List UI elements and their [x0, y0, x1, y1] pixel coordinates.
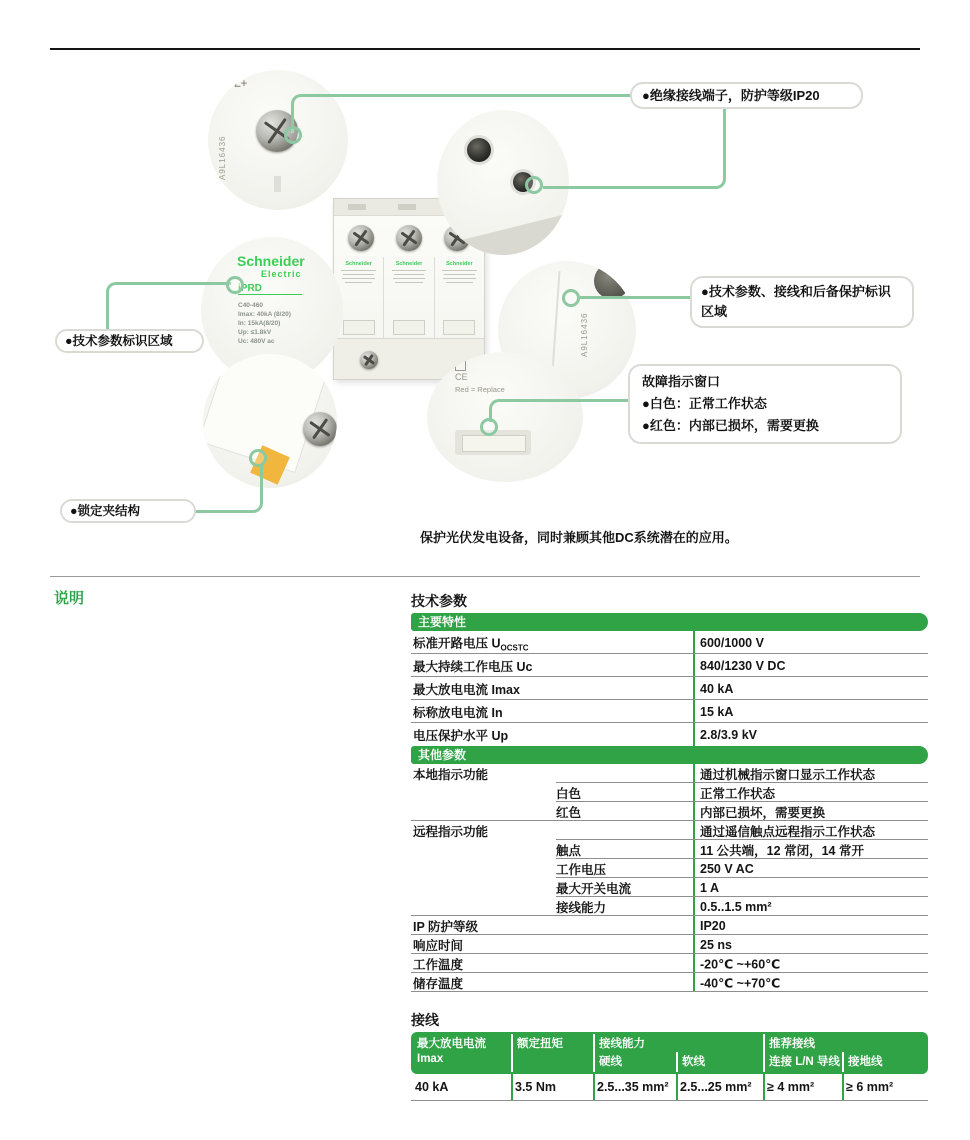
table-group-bar: 其他参数 — [411, 746, 928, 764]
wiring-value-cell: 40 kA — [415, 1080, 449, 1094]
ce-mark-label: CE — [455, 372, 468, 382]
table-cell: 40 kA — [700, 681, 734, 696]
table-row — [411, 840, 928, 859]
cell-separator — [511, 1074, 513, 1100]
header-separator — [763, 1034, 765, 1072]
table-cell: -40℃ ~+70℃ — [700, 976, 781, 990]
shadow-edge — [437, 208, 569, 255]
column-divider — [693, 840, 695, 859]
terminal-hole — [467, 138, 491, 162]
wiring-values-row — [411, 1074, 928, 1101]
cell-separator — [593, 1074, 595, 1100]
header-cell: 推荐接线 — [769, 1038, 815, 1050]
table-row — [411, 935, 928, 954]
module-pole — [435, 257, 484, 339]
pointer-ring — [562, 289, 580, 307]
column-divider — [693, 859, 695, 878]
table-cell: 工作温度 — [413, 957, 464, 972]
illustration-caption: 保护光伏发电设备，同时兼顾其他DC系统潜在的应用。 — [420, 530, 738, 545]
table-row — [411, 821, 928, 840]
wiring-table-header — [411, 1032, 928, 1074]
table-row — [411, 783, 928, 802]
table-cell: 通过机械指示窗口显示工作状态 — [700, 767, 876, 782]
header-separator — [511, 1034, 513, 1072]
callout-text: ●绝缘接线端子，防护等级IP20 — [642, 88, 820, 103]
wiring-value-cell: 2.5...35 mm² — [597, 1080, 669, 1094]
terminal-slot — [274, 176, 281, 192]
indicator-window — [343, 320, 375, 335]
table-cell: 红色 — [556, 805, 582, 820]
header-separator — [593, 1034, 595, 1072]
callout-insulated-terminal — [630, 82, 863, 109]
callout-text: ●红色：内部已损坏，需要更换 — [642, 418, 819, 433]
wiring-value-cell: ≥ 4 mm² — [767, 1080, 815, 1094]
table-row — [411, 859, 928, 878]
table-cell: 触点 — [556, 843, 582, 858]
table-cell: 250 V AC — [700, 861, 754, 876]
screw-partial — [594, 263, 630, 299]
column-divider — [693, 700, 695, 723]
table-cell: 25 ns — [700, 937, 732, 952]
product-label-text: Imax: 40kA (8/20) — [238, 311, 291, 318]
table-cell: 最大开关电流 — [556, 881, 632, 896]
module-pole — [384, 257, 434, 339]
table-cell: 内部已损坏，需要更换 — [700, 805, 826, 820]
column-divider — [693, 954, 695, 973]
callout-tech-label-area — [55, 329, 204, 353]
callout-marking-area — [690, 276, 914, 328]
table-cell: 标称放电电流 In — [413, 705, 503, 720]
table-cell: 标准开路电压 $U_{OCSTC}$ — [413, 636, 529, 652]
callout-text: ●白色：正常工作状态 — [642, 396, 767, 411]
table-body — [411, 613, 928, 992]
detail-circle-terminal — [208, 70, 348, 210]
table-row — [411, 723, 928, 746]
brand-text: Schneider — [395, 261, 423, 267]
column-divider — [693, 802, 695, 821]
header-cell: 软线 — [682, 1056, 705, 1068]
label-spec-lines — [238, 301, 291, 346]
table-row — [411, 654, 928, 677]
table-row — [411, 802, 928, 821]
fault-window-glass — [462, 435, 526, 452]
product-label-text: C40-460 — [238, 302, 263, 309]
table-cell: 11 公共端，12 常闭，14 常开 — [700, 843, 864, 858]
indicator-window — [393, 320, 425, 335]
table-cell: 储存温度 — [413, 976, 464, 991]
ref-code-label: A9L16436 — [580, 312, 589, 357]
table-cell: IP 防护等级 — [413, 919, 479, 934]
table-row — [411, 631, 928, 654]
table-cell: 工作电压 — [556, 862, 607, 877]
table-title: 接线 — [411, 1012, 439, 1028]
cell-separator — [763, 1074, 765, 1100]
tech-parameters-table — [411, 591, 928, 992]
header-cell: 连接 L/N 导线 — [769, 1056, 840, 1068]
table-row — [411, 878, 928, 897]
ref-code-label: A9L16436 — [218, 135, 227, 180]
wiring-value-cell: 2.5...25 mm² — [680, 1080, 752, 1094]
table-row — [411, 677, 928, 700]
header-cell: 接地线 — [848, 1056, 883, 1068]
column-divider — [693, 764, 695, 783]
callout-text: ●锁定夹结构 — [70, 504, 141, 518]
certification-box-icon — [455, 360, 466, 371]
table-cell: 840/1230 V DC — [700, 658, 786, 673]
table-cell: 响应时间 — [413, 938, 464, 953]
table-cell: 白色 — [556, 786, 582, 801]
table-cell: 接线能力 — [556, 900, 607, 915]
column-divider — [693, 878, 695, 897]
table-cell: 1 A — [700, 880, 719, 895]
pointer-ring — [525, 176, 543, 194]
column-divider — [693, 654, 695, 677]
table-cell: 电压保护水平 Up — [413, 728, 509, 743]
column-divider — [693, 677, 695, 700]
table-row — [411, 916, 928, 935]
brand-text: Schneider — [237, 253, 305, 269]
header-cell: 接线能力 — [599, 1038, 645, 1050]
header-cell: 最大放电电流 — [417, 1038, 486, 1050]
screw-partial — [303, 412, 337, 446]
indicator-window — [443, 320, 475, 335]
pointer-ring — [284, 126, 302, 144]
brand-text: Schneider — [345, 261, 372, 267]
section-label: 说明 — [54, 590, 85, 607]
terminal-screw-icon — [396, 225, 422, 251]
connector-line — [543, 107, 726, 189]
terminal-mark-label: L+ — [234, 78, 248, 90]
brand-text-2: Electric — [261, 269, 302, 279]
table-cell: IP20 — [700, 918, 726, 933]
pointer-ring — [249, 449, 267, 467]
table-cell: 通过遥信触点远程指示工作状态 — [700, 824, 876, 839]
callout-fault-window — [628, 364, 902, 444]
table-cell: 最大持续工作电压 Uc — [413, 659, 533, 674]
table-cell: 最大放电电流 Imax — [413, 682, 520, 697]
table-cell: 15 kA — [700, 704, 734, 719]
header-cell: Imax — [417, 1053, 444, 1065]
pointer-ring — [480, 418, 498, 436]
product-label-text: Up: ≤1.8kV — [238, 329, 272, 336]
header-cell: 额定扭矩 — [517, 1038, 563, 1050]
table-title: 技术参数 — [411, 593, 467, 609]
callout-lock-clip — [60, 499, 196, 523]
wiring-table — [411, 1010, 928, 1101]
cell-separator — [842, 1074, 844, 1100]
table-row — [411, 954, 928, 973]
row-rule — [411, 991, 928, 992]
connector-line — [580, 296, 690, 299]
column-divider — [693, 821, 695, 840]
table-row — [411, 764, 928, 783]
product-modules — [334, 257, 484, 339]
column-divider — [693, 916, 695, 935]
table-cell: 本地指示功能 — [413, 767, 489, 782]
product-label-text: Uc: 480V ac — [238, 338, 275, 345]
table-cell: 600/1000 V — [700, 635, 764, 650]
header-cell: 硬线 — [599, 1056, 622, 1068]
top-rule — [50, 48, 920, 50]
pointer-ring — [226, 276, 244, 294]
section-divider — [50, 576, 920, 577]
wiring-value-cell: 3.5 Nm — [515, 1080, 556, 1094]
wiring-value-cell: ≥ 6 mm² — [846, 1080, 894, 1094]
column-divider — [693, 973, 695, 992]
product-label-text: In: 15kA(8/20) — [238, 320, 281, 327]
table-cell: -20℃ ~+60℃ — [700, 957, 781, 971]
column-divider — [693, 631, 695, 654]
callout-text: 区域 — [701, 304, 728, 319]
cell-separator — [676, 1074, 678, 1100]
callout-text: ●技术参数标识区域 — [65, 334, 173, 348]
table-row — [411, 897, 928, 916]
model-text: iPRD — [238, 283, 302, 295]
column-divider — [693, 935, 695, 954]
table-row — [411, 700, 928, 723]
table-group-bar: 主要特性 — [411, 613, 928, 631]
column-divider — [693, 897, 695, 916]
header-separator — [842, 1052, 844, 1072]
column-divider — [693, 783, 695, 802]
table-cell: 0.5..1.5 mm² — [700, 899, 772, 914]
column-divider — [693, 723, 695, 746]
callout-title: 故障指示窗口 — [642, 374, 721, 389]
connector-line — [489, 399, 631, 422]
table-cell: 2.8/3.9 kV — [700, 727, 757, 742]
header-separator — [676, 1052, 678, 1072]
base-screw-icon — [360, 351, 378, 369]
table-cell: 正常工作状态 — [700, 786, 776, 801]
replace-note-label: Red = Replace — [455, 385, 505, 394]
connector-line — [106, 282, 231, 333]
callout-text: ●技术参数、接线和后备保护标识 — [701, 284, 891, 299]
table-cell: 远程指示功能 — [413, 824, 489, 839]
connector-line — [194, 465, 263, 513]
brand-text: Schneider — [446, 261, 473, 267]
terminal-screw-icon — [348, 225, 374, 251]
table-row — [411, 973, 928, 992]
